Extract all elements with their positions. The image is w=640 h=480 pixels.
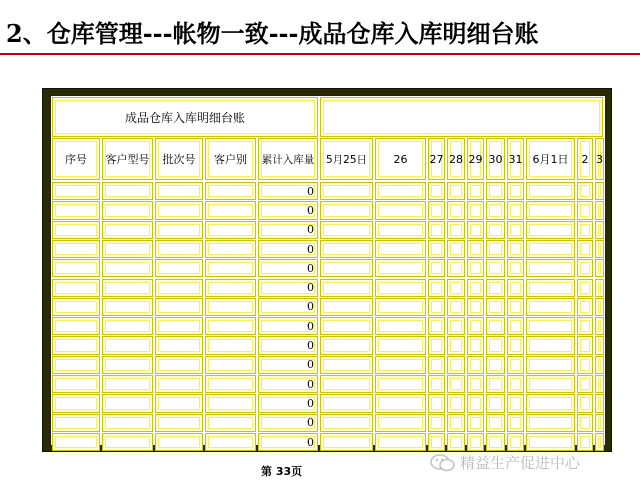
table-cell [526,375,575,393]
table-cell [155,375,203,393]
table-cell [320,240,373,258]
table-cell [205,201,256,219]
table-cell [486,356,505,374]
table-cell [526,394,575,412]
table-cell [526,259,575,277]
table-cell [428,317,445,335]
table-cell [507,356,524,374]
table-cell [595,433,604,451]
column-header: 5月25日 [320,138,373,180]
table-cell [428,221,445,239]
table-cell [577,394,593,412]
table-cell [205,433,256,451]
table-cell [507,240,524,258]
table-cell [52,201,100,219]
table-cell [428,394,445,412]
table-cell [205,394,256,412]
table-cell [102,317,153,335]
table-cell [155,221,203,239]
table-cell [320,414,373,432]
table-cell [447,336,465,354]
table-cell [205,279,256,297]
table-cell [526,298,575,316]
table-cell [102,201,153,219]
table-cell [102,433,153,451]
table-cell [205,356,256,374]
page-number: 第 33页 [261,465,303,478]
table-cell [526,240,575,258]
table-cell [507,298,524,316]
table-cell [205,221,256,239]
table-cell [52,259,100,277]
table-cell [507,279,524,297]
table-cell [526,336,575,354]
column-header: 累计入库量 [258,138,318,180]
cumulative-qty-cell: 0 [258,356,318,374]
table-cell [467,356,484,374]
table-cell [155,182,203,200]
table-cell [102,356,153,374]
table-cell [52,394,100,412]
table-cell [507,259,524,277]
table-cell [577,240,593,258]
table-cell [486,279,505,297]
table-cell [486,414,505,432]
table-cell [595,240,604,258]
table-cell [52,182,100,200]
table-cell [52,317,100,335]
table-cell [467,433,484,451]
table-cell [467,279,484,297]
table-cell [375,356,426,374]
table-cell [428,201,445,219]
table-cell [447,433,465,451]
table-cell [595,336,604,354]
cumulative-qty-cell: 0 [258,240,318,258]
table-cell [526,201,575,219]
table-cell [375,317,426,335]
table-cell [447,298,465,316]
table-cell [595,394,604,412]
table-cell [507,336,524,354]
column-header: 批次号 [155,138,203,180]
table-cell [595,356,604,374]
table-cell [526,414,575,432]
table-cell [447,414,465,432]
table-cell [205,336,256,354]
table-cell [428,375,445,393]
table-cell [526,317,575,335]
column-header: 6月1日 [526,138,575,180]
table-cell [155,433,203,451]
table-cell [577,414,593,432]
ledger-grid [50,95,606,449]
table-cell [507,182,524,200]
table-cell [467,414,484,432]
table-cell [595,221,604,239]
table-cell [447,394,465,412]
table-cell [577,298,593,316]
table-cell [428,336,445,354]
table-cell [526,279,575,297]
table-cell [375,182,426,200]
table-cell [526,433,575,451]
table-cell [155,201,203,219]
column-header: 26 [375,138,426,180]
table-cell [52,375,100,393]
table-cell [428,298,445,316]
table-cell [595,201,604,219]
table-cell [577,433,593,451]
table-cell [486,433,505,451]
table-cell [595,298,604,316]
table-cell [102,221,153,239]
table-cell [320,375,373,393]
table-cell [447,375,465,393]
table-cell [467,394,484,412]
table-cell [486,317,505,335]
table-cell [428,182,445,200]
table-cell [320,433,373,451]
table-cell [205,317,256,335]
table-cell [447,182,465,200]
table-cell [155,356,203,374]
table-cell [447,317,465,335]
table-cell [205,298,256,316]
table-cell [155,317,203,335]
table-cell [102,394,153,412]
table-cell [52,356,100,374]
table-cell [486,259,505,277]
table-cell [577,356,593,374]
table-cell [320,394,373,412]
table-cell [526,221,575,239]
column-header: 29 [467,138,484,180]
table-cell [52,240,100,258]
table-cell [155,240,203,258]
table-cell [375,201,426,219]
cumulative-qty-cell: 0 [258,317,318,335]
table-cell [507,375,524,393]
table-cell [467,375,484,393]
cumulative-qty-cell: 0 [258,414,318,432]
column-header: 27 [428,138,445,180]
cumulative-qty-cell: 0 [258,279,318,297]
table-cell [577,279,593,297]
table-cell [428,414,445,432]
slide-title: 2、仓库管理---帐物一致---成品仓库入库明细台账 [6,19,539,48]
cumulative-qty-cell: 0 [258,433,318,451]
caption-blank-cell [320,97,603,137]
table-cell [486,221,505,239]
table-cell [375,375,426,393]
table-cell [155,298,203,316]
cumulative-qty-cell: 0 [258,298,318,316]
table-cell [595,279,604,297]
table-cell [102,182,153,200]
table-cell [486,240,505,258]
table-cell [375,414,426,432]
table-cell [320,259,373,277]
table-cell [595,317,604,335]
column-header: 30 [486,138,505,180]
table-cell [467,201,484,219]
table-cell [447,356,465,374]
table-cell [375,259,426,277]
table-cell [375,336,426,354]
table-cell [320,221,373,239]
table-cell [577,375,593,393]
table-cell [577,221,593,239]
column-header: 28 [447,138,465,180]
table-cell [102,298,153,316]
table-cell [205,259,256,277]
table-cell [155,279,203,297]
table-cell [155,336,203,354]
cumulative-qty-cell: 0 [258,221,318,239]
table-cell [102,336,153,354]
cumulative-qty-cell: 0 [258,182,318,200]
table-cell [507,317,524,335]
table-cell [577,259,593,277]
table-cell [595,375,604,393]
table-cell [447,201,465,219]
table-cell [486,298,505,316]
table-cell [375,279,426,297]
table-cell [486,375,505,393]
table-cell [52,433,100,451]
column-header: 客户型号 [102,138,153,180]
table-cell [486,201,505,219]
table-cell [467,259,484,277]
table-cell [320,317,373,335]
table-cell [375,298,426,316]
table-cell [428,259,445,277]
table-cell [486,336,505,354]
table-cell [52,298,100,316]
table-cell [428,279,445,297]
table-cell [320,182,373,200]
table-cell [52,414,100,432]
table-cell [447,279,465,297]
cumulative-qty-cell: 0 [258,375,318,393]
table-cell [102,375,153,393]
table-cell [320,356,373,374]
table-cell [526,182,575,200]
table-cell [155,414,203,432]
table-cell [205,414,256,432]
table-cell [577,182,593,200]
table-cell [507,221,524,239]
wechat-icon [430,454,456,472]
table-cell [102,414,153,432]
table-cell [447,221,465,239]
table-cell [155,259,203,277]
watermark-text: 精益生产促进中心 [460,454,581,472]
table-cell [375,240,426,258]
table-cell [52,221,100,239]
table-cell [102,259,153,277]
table-cell [320,201,373,219]
table-cell [320,336,373,354]
table-cell [577,317,593,335]
table-cell [577,201,593,219]
table-cell [595,259,604,277]
table-cell [595,414,604,432]
table-cell [507,414,524,432]
table-cell [428,356,445,374]
table-cell [507,433,524,451]
watermark [430,452,580,473]
table-cell [52,279,100,297]
table-cell [205,240,256,258]
table-cell [428,240,445,258]
table-cell [447,240,465,258]
table-cell [52,336,100,354]
cumulative-qty-cell: 0 [258,201,318,219]
table-cell [507,394,524,412]
table-cell [526,356,575,374]
table-cell [467,240,484,258]
table-cell [467,317,484,335]
table-cell [447,259,465,277]
table-cell [375,433,426,451]
cumulative-qty-cell: 0 [258,259,318,277]
table-cell [102,279,153,297]
table-cell [507,201,524,219]
table-cell [467,182,484,200]
table-cell [595,182,604,200]
cumulative-qty-cell: 0 [258,394,318,412]
table-cell [205,182,256,200]
table-cell [320,298,373,316]
table-cell [467,221,484,239]
table-cell [320,279,373,297]
column-header: 2 [577,138,593,180]
table-cell [205,375,256,393]
table-cell [375,221,426,239]
table-cell [428,433,445,451]
ledger-caption: 成品仓库入库明细台账 [52,97,318,137]
table-cell [486,394,505,412]
table-cell [467,298,484,316]
table-cell [375,394,426,412]
column-header: 31 [507,138,524,180]
table-cell [577,336,593,354]
table-cell [486,182,505,200]
column-header: 序号 [52,138,100,180]
ledger-table [42,88,612,452]
table-cell [155,394,203,412]
table-cell [467,336,484,354]
column-header: 客户别 [205,138,256,180]
title-divider [0,53,640,55]
column-header: 3 [595,138,604,180]
table-cell [102,240,153,258]
cumulative-qty-cell: 0 [258,336,318,354]
